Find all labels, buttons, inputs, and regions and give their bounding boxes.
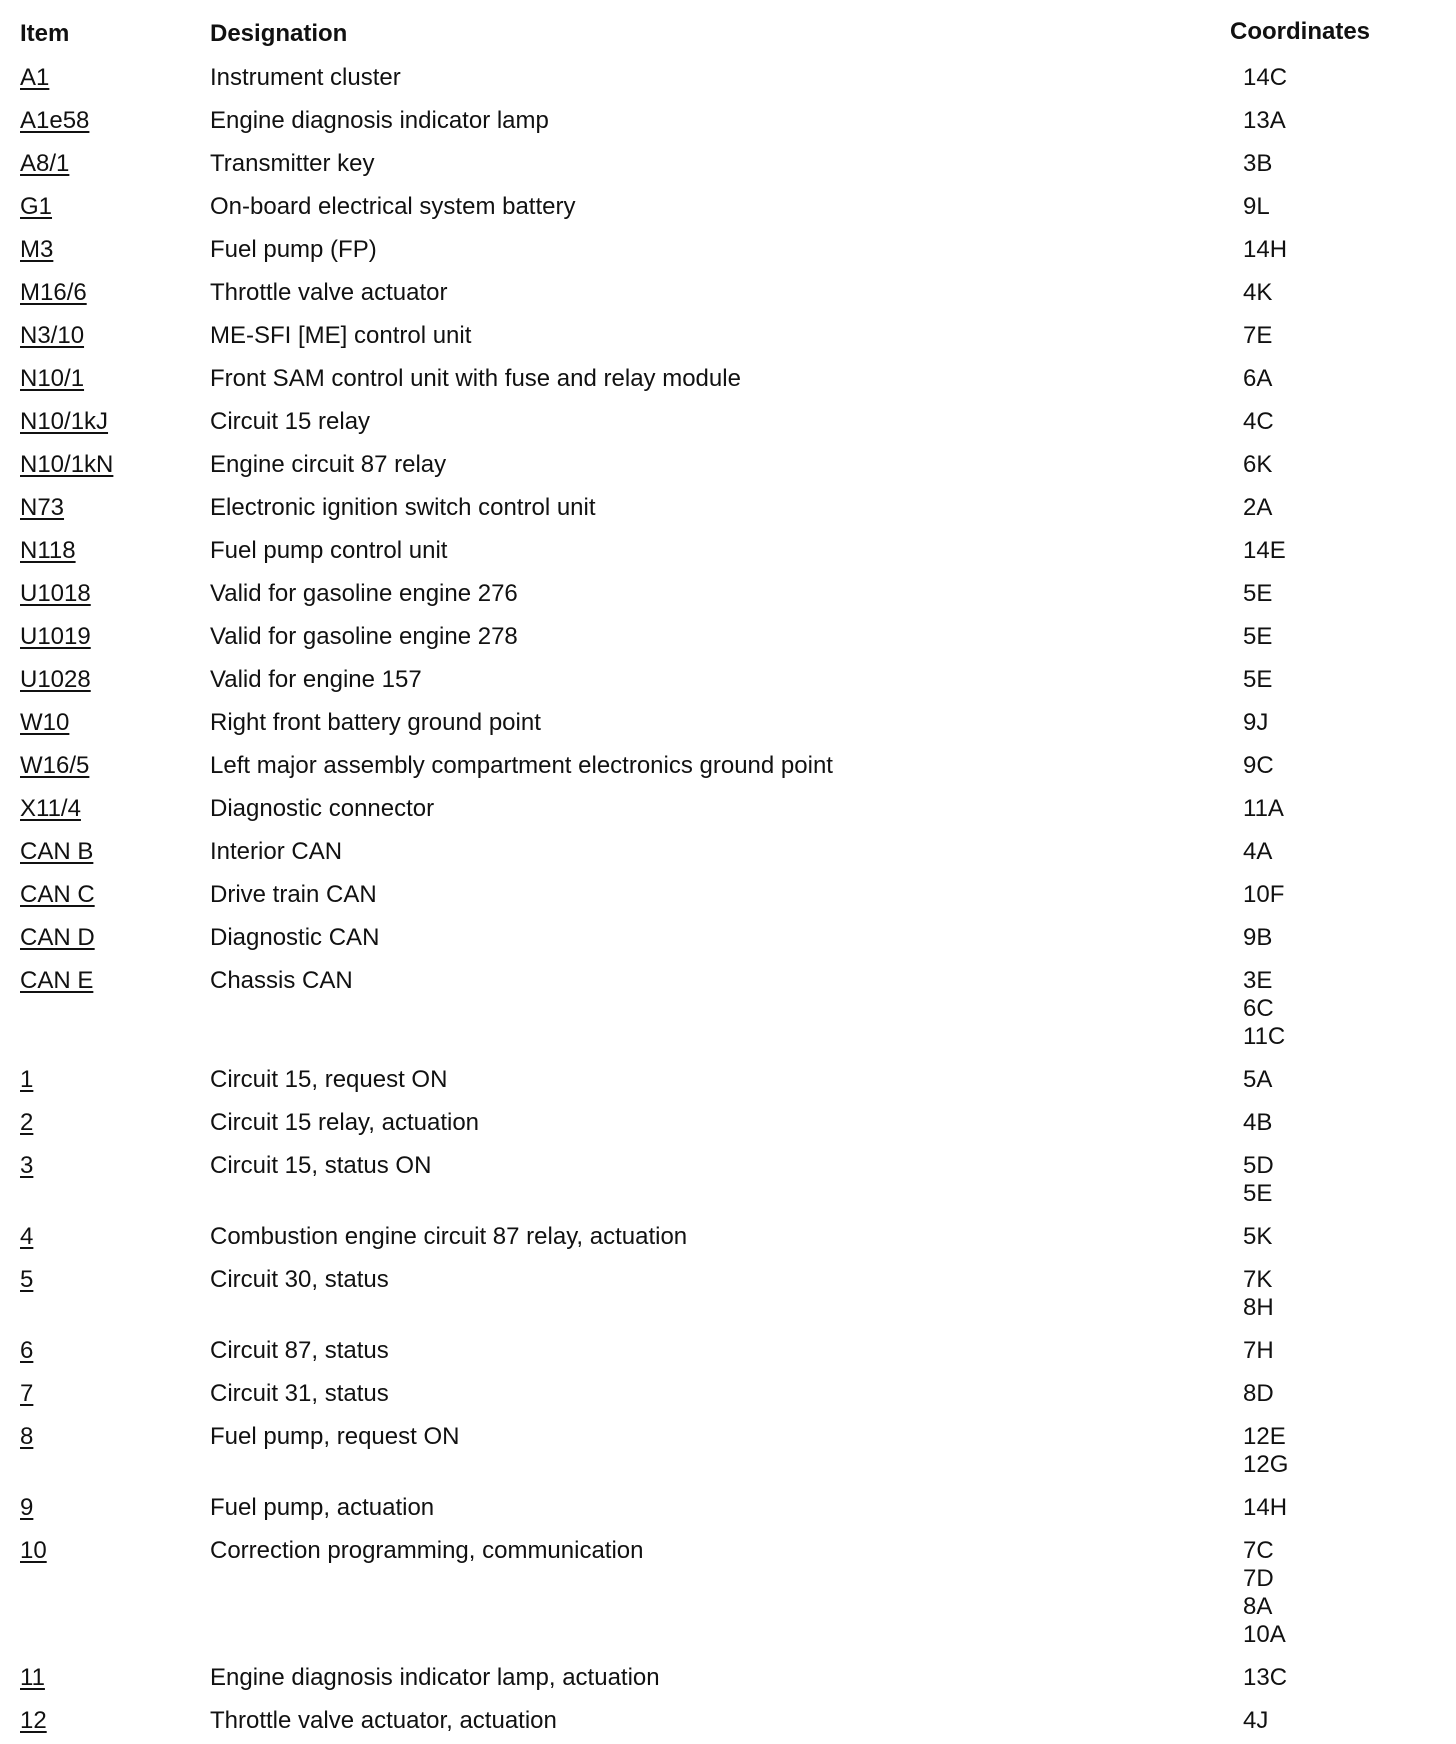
coordinate-value: 5A: [1243, 1066, 1273, 1093]
table-row: [0, 488, 1456, 531]
table-row: [0, 1260, 1456, 1331]
coordinate-value: 7H: [1243, 1337, 1274, 1364]
coordinate-value: 4B: [1243, 1109, 1273, 1136]
coordinates-cell: [1243, 703, 1456, 746]
coordinates-cell: [1243, 273, 1456, 316]
designation-text: Transmitter key: [210, 150, 375, 177]
coordinate-value: 5K: [1243, 1223, 1273, 1250]
coordinate-value: 14H: [1243, 1494, 1288, 1521]
table-row: [0, 316, 1456, 359]
coordinate-value: 8A: [1243, 1593, 1273, 1620]
designation-text: Diagnostic CAN: [210, 924, 380, 951]
item-link[interactable]: 12: [20, 1707, 47, 1734]
table-row: [0, 187, 1456, 230]
designation-text: Drive train CAN: [210, 881, 377, 908]
designation-text: Fuel pump (FP): [210, 236, 377, 263]
table-row: [0, 918, 1456, 961]
table-row: [0, 445, 1456, 488]
item-link[interactable]: N3/10: [20, 322, 85, 349]
coordinates-cell: [1243, 531, 1456, 574]
coordinates-cell: [1243, 359, 1456, 402]
coordinates-cell: [1243, 1417, 1456, 1488]
coordinates-cell: [1243, 961, 1456, 1060]
item-link[interactable]: N10/1kJ: [20, 408, 109, 435]
designation-text: Instrument cluster: [210, 64, 401, 91]
coordinates-cell: [1243, 1260, 1456, 1331]
coordinate-value: 10F: [1243, 881, 1285, 908]
coordinates-cell: [1243, 789, 1456, 832]
table-row: [0, 402, 1456, 445]
coordinate-value: 3E: [1243, 967, 1273, 994]
designation-text: Circuit 87, status: [210, 1337, 389, 1364]
coordinate-value: 4C: [1243, 408, 1274, 435]
coordinate-value: 14H: [1243, 236, 1288, 263]
designation-text: Left major assembly compartment electronics ground point: [210, 752, 833, 779]
designation-text: On-board electrical system battery: [210, 193, 576, 220]
item-link[interactable]: 5: [20, 1266, 34, 1293]
table-row: [0, 832, 1456, 875]
table-row: [0, 746, 1456, 789]
item-link[interactable]: A8/1: [20, 150, 70, 177]
item-link[interactable]: N73: [20, 494, 65, 521]
designation-text: Circuit 15 relay, actuation: [210, 1109, 480, 1136]
coordinates-cell: [1243, 144, 1456, 187]
coordinates-cell: [1243, 574, 1456, 617]
designation-text: ME-SFI [ME] control unit: [210, 322, 472, 349]
designation-text: Chassis CAN: [210, 967, 353, 994]
item-link[interactable]: 8: [20, 1423, 34, 1450]
table-row: [0, 101, 1456, 144]
item-link[interactable]: M3: [20, 236, 54, 263]
designation-text: Combustion engine circuit 87 relay, actuation: [210, 1223, 688, 1250]
coordinate-value: 5E: [1243, 1180, 1273, 1207]
table-row: [0, 1060, 1456, 1103]
coordinates-cell: [1243, 875, 1456, 918]
coordinate-value: 7E: [1243, 322, 1273, 349]
table-row: [0, 574, 1456, 617]
coordinate-value: 9J: [1243, 709, 1269, 736]
coordinates-cell: [1243, 832, 1456, 875]
item-link[interactable]: 4: [20, 1223, 34, 1250]
table-row: [0, 359, 1456, 402]
designation-text: Interior CAN: [210, 838, 343, 865]
coordinates-cell: [1243, 1374, 1456, 1417]
designation-text: Throttle valve actuator, actuation: [210, 1707, 557, 1734]
table-row: [0, 1374, 1456, 1417]
coordinates-cell: [1243, 660, 1456, 703]
coordinates-cell: [1243, 1146, 1456, 1217]
table-row: [0, 1217, 1456, 1260]
coordinate-value: 14E: [1243, 537, 1286, 564]
coordinate-value: 13A: [1243, 107, 1286, 134]
item-link[interactable]: X11/4: [20, 795, 81, 822]
table-row: [0, 1531, 1456, 1658]
designation-text: Valid for gasoline engine 276: [210, 580, 518, 607]
item-link[interactable]: U1018: [20, 580, 91, 607]
coordinate-value: 9L: [1243, 193, 1270, 220]
coordinate-value: 7C: [1243, 1537, 1274, 1564]
coordinate-value: 9B: [1243, 924, 1273, 951]
table-row: [0, 58, 1456, 101]
item-link[interactable]: W16/5: [20, 752, 90, 779]
designation-text: Front SAM control unit with fuse and relay module: [210, 365, 741, 392]
designation-text: Right front battery ground point: [210, 709, 541, 736]
coordinates-cell: [1243, 402, 1456, 445]
item-link[interactable]: U1019: [20, 623, 91, 650]
item-link[interactable]: N118: [20, 537, 76, 564]
designation-text: Circuit 15, request ON: [210, 1066, 448, 1093]
coordinate-value: 11A: [1243, 795, 1284, 822]
item-link[interactable]: 9: [20, 1494, 34, 1521]
coordinates-cell: [1243, 1331, 1456, 1374]
table-row: [0, 531, 1456, 574]
item-column-header: Item: [20, 20, 70, 47]
coordinates-cell: [1243, 187, 1456, 230]
coordinate-value: 4A: [1243, 838, 1273, 865]
coordinate-value: 3B: [1243, 150, 1273, 177]
designation-text: Correction programming, communication: [210, 1537, 644, 1564]
coordinates-cell: [1243, 1217, 1456, 1260]
item-link[interactable]: M16/6: [20, 279, 87, 306]
coordinates-cell: [1243, 101, 1456, 144]
designation-text: Circuit 31, status: [210, 1380, 389, 1407]
coordinates-cell: [1243, 445, 1456, 488]
coordinates-cell: [1243, 918, 1456, 961]
item-link[interactable]: 2: [20, 1109, 34, 1136]
table-row: [0, 617, 1456, 660]
coordinate-value: 5E: [1243, 666, 1273, 693]
table-row: [0, 144, 1456, 187]
table-row: [0, 273, 1456, 316]
item-link[interactable]: 10: [20, 1537, 47, 1564]
coordinate-value: 12G: [1243, 1451, 1289, 1478]
coordinate-value: 5E: [1243, 580, 1273, 607]
designation-text: Electronic ignition switch control unit: [210, 494, 596, 521]
coordinate-value: 5E: [1243, 623, 1273, 650]
coordinate-value: 4K: [1243, 279, 1273, 306]
table-row: [0, 703, 1456, 746]
table-row: [0, 961, 1456, 1060]
designation-text: Throttle valve actuator: [210, 279, 448, 306]
coordinates-cell: [1243, 1103, 1456, 1146]
designation-text: Valid for engine 157: [210, 666, 422, 693]
coordinates-column-header: Coordinates: [1230, 18, 1371, 45]
coordinates-cell: [1243, 230, 1456, 273]
designation-text: Engine circuit 87 relay: [210, 451, 447, 478]
coordinate-value: 4J: [1243, 1707, 1269, 1734]
table-row: [0, 660, 1456, 703]
designation-text: Fuel pump control unit: [210, 537, 448, 564]
coordinate-value: 11C: [1243, 1023, 1286, 1050]
item-link[interactable]: N10/1kN: [20, 451, 114, 478]
designation-text: Fuel pump, request ON: [210, 1423, 460, 1450]
item-link[interactable]: CAN C: [20, 881, 95, 908]
item-link[interactable]: 7: [20, 1380, 34, 1407]
coordinates-cell: [1243, 1658, 1456, 1701]
coordinates-cell: [1243, 1531, 1456, 1658]
designation-text: Engine diagnosis indicator lamp: [210, 107, 549, 134]
item-link[interactable]: U1028: [20, 666, 91, 693]
designation-text: Circuit 15 relay: [210, 408, 371, 435]
table-row: [0, 1146, 1456, 1217]
item-link[interactable]: A1e58: [20, 107, 90, 134]
item-link[interactable]: CAN D: [20, 924, 95, 951]
table-row: [0, 1658, 1456, 1701]
coordinates-cell: [1243, 617, 1456, 660]
item-link[interactable]: G1: [20, 193, 53, 220]
item-link[interactable]: W10: [20, 709, 70, 736]
table-row: [0, 1488, 1456, 1531]
coordinates-cell: [1243, 488, 1456, 531]
item-link[interactable]: 11: [20, 1664, 45, 1691]
item-link[interactable]: 1: [20, 1066, 34, 1093]
coordinates-cell: [1243, 1488, 1456, 1531]
table-header: [0, 14, 1456, 54]
designation-text: Fuel pump, actuation: [210, 1494, 435, 1521]
coordinate-value: 14C: [1243, 64, 1288, 91]
table-row: [0, 1103, 1456, 1146]
item-link[interactable]: 3: [20, 1152, 34, 1179]
table-row: [0, 1417, 1456, 1488]
coordinates-cell: [1243, 746, 1456, 789]
item-link[interactable]: CAN E: [20, 967, 94, 994]
coordinate-value: 9C: [1243, 752, 1274, 779]
coordinate-value: 6K: [1243, 451, 1273, 478]
coordinates-cell: [1243, 1701, 1456, 1744]
coordinate-value: 13C: [1243, 1664, 1288, 1691]
coordinate-value: 12E: [1243, 1423, 1286, 1450]
table-row: [0, 875, 1456, 918]
coordinates-cell: [1243, 58, 1456, 101]
table-row: [0, 789, 1456, 832]
coordinate-value: 10A: [1243, 1621, 1286, 1648]
coordinate-value: 6C: [1243, 995, 1274, 1022]
designation-text: Diagnostic connector: [210, 795, 435, 822]
table-row: [0, 1701, 1456, 1744]
coordinate-value: 8H: [1243, 1294, 1274, 1321]
designation-text: Valid for gasoline engine 278: [210, 623, 518, 650]
coordinate-value: 6A: [1243, 365, 1273, 392]
legend-table: [0, 58, 1456, 1744]
coordinates-cell: [1243, 316, 1456, 359]
table-row: [0, 230, 1456, 273]
designation-text: Engine diagnosis indicator lamp, actuation: [210, 1664, 660, 1691]
coordinate-value: 5D: [1243, 1152, 1274, 1179]
coordinates-cell: [1243, 1060, 1456, 1103]
item-link[interactable]: CAN B: [20, 838, 94, 865]
designation-column-header: Designation: [210, 20, 348, 47]
coordinate-value: 8D: [1243, 1380, 1274, 1407]
item-link[interactable]: A1: [20, 64, 50, 91]
table-row: [0, 1331, 1456, 1374]
item-link[interactable]: 6: [20, 1337, 34, 1364]
coordinate-value: 7D: [1243, 1565, 1274, 1592]
designation-text: Circuit 30, status: [210, 1266, 389, 1293]
coordinate-value: 2A: [1243, 494, 1273, 521]
coordinate-value: 7K: [1243, 1266, 1273, 1293]
item-link[interactable]: N10/1: [20, 365, 85, 392]
designation-text: Circuit 15, status ON: [210, 1152, 432, 1179]
